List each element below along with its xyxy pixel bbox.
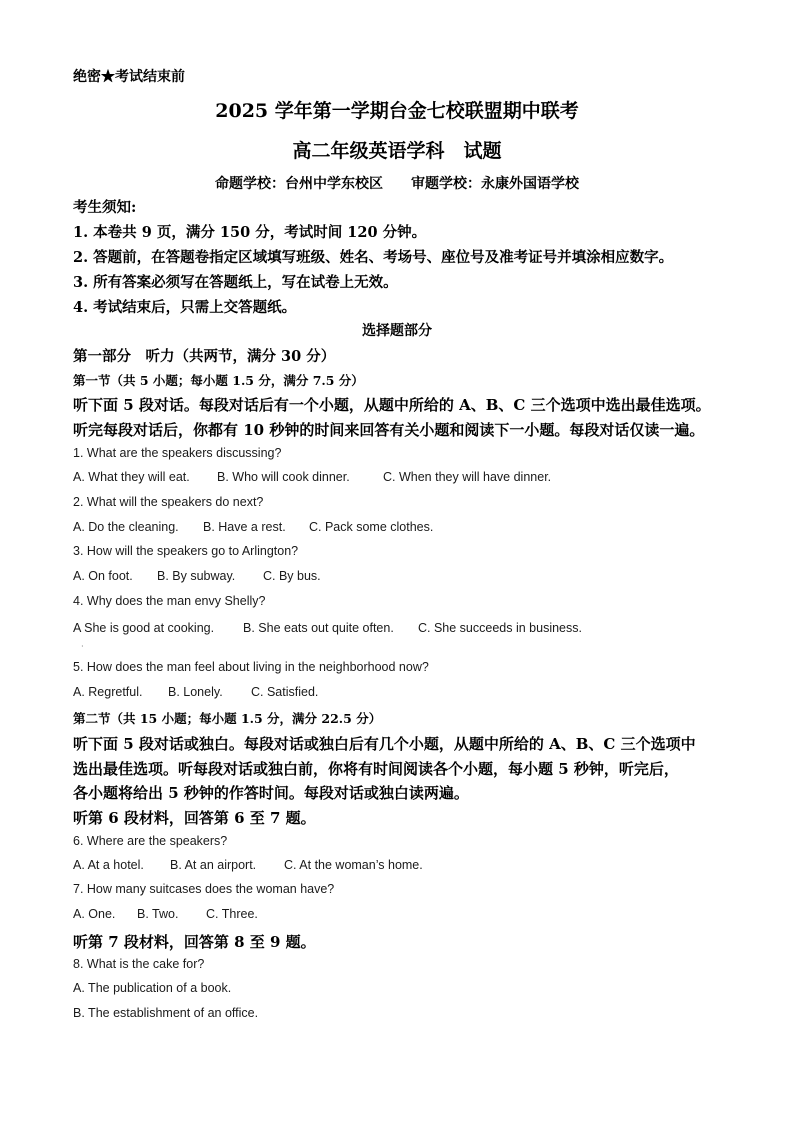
option-a: A. The publication of a book. <box>73 981 232 995</box>
question-text: 7. How many suitcases does the woman have? <box>73 882 335 896</box>
option-c: C. When they will have dinner. <box>383 470 552 484</box>
option-b: B. Lonely. <box>168 685 223 699</box>
notice-item: 1. 本卷共 9 页，满分 150 分，考试时间 120 分钟。 <box>73 224 427 241</box>
option-a: A. One. <box>73 907 116 921</box>
question-text: 5. How does the man feel about living in the neighborhood now? <box>73 660 429 674</box>
notice-item: 3. 所有答案必须写在答题纸上，写在试卷上无效。 <box>73 274 398 291</box>
question-text: 1. What are the speakers discussing? <box>73 446 282 460</box>
option-b: B. Have a rest. <box>203 520 286 534</box>
option-a: A. On foot. <box>73 569 133 583</box>
material-heading: 听第 6 段材料，回答第 6 至 7 题。 <box>73 809 316 827</box>
option-a: A. What they will eat. <box>73 470 190 484</box>
option-b: B. Who will cook dinner. <box>217 470 350 484</box>
material-heading: 听第 7 段材料，回答第 8 至 9 题。 <box>73 933 316 951</box>
option-c: C. Satisfied. <box>251 685 319 699</box>
question-text: 2. What will the speakers do next? <box>73 495 264 509</box>
option-c: C. At the woman’s home. <box>284 858 423 872</box>
subsection-title: 第二节（共 15 小题；每小题 1.5 分，满分 22.5 分） <box>73 711 382 726</box>
section-heading: 选择题部分 <box>362 323 432 339</box>
subject-title: 高二年级英语学科 试题 <box>292 140 502 162</box>
instruction-line: 各小题将给出 5 秒钟的作答时间。每段对话或独白读两遍。 <box>73 784 469 802</box>
option-b: B. By subway. <box>157 569 236 583</box>
option-c: C. She succeeds in business. <box>418 621 582 635</box>
notice-item: 4. 考试结束后，只需上交答题纸。 <box>73 299 297 316</box>
option-b: B. At an airport. <box>170 858 257 872</box>
subsection-title: 第一节（共 5 小题；每小题 1.5 分，满分 7.5 分） <box>73 373 364 388</box>
option-a: A. Regretful. <box>73 685 143 699</box>
option-b: B. She eats out quite often. <box>243 621 394 635</box>
option-a: A. At a hotel. <box>73 858 144 872</box>
notice-item: 2. 答题前，在答题卷指定区域填写班级、姓名、考场号、座位号及准考证号并填涂相应数字。 <box>73 249 674 266</box>
instruction-line: 听完每段对话后，你都有 10 秒钟的时间来回答有关小题和阅读下一小题。每段对话仅读一遍。 <box>73 421 705 439</box>
question-text: 4. Why does the man envy Shelly? <box>73 594 266 608</box>
option-b: B. Two. <box>137 907 179 921</box>
stray-dot: · <box>81 642 84 651</box>
instruction-line: 选出最佳选项。听每段对话或独白前，你将有时间阅读各个小题，每小题 5 秒钟，听完后， <box>73 760 679 778</box>
question-text: 3. How will the speakers go to Arlington? <box>73 544 299 558</box>
option-c: C. Three. <box>206 907 258 921</box>
exam-title: 2025 学年第一学期台金七校联盟期中联考 <box>215 100 579 122</box>
question-text: 8. What is the cake for? <box>73 957 205 971</box>
part-title: 第一部分 听力（共两节，满分 30 分） <box>73 348 336 365</box>
question-text: 6. Where are the speakers? <box>73 834 228 848</box>
instruction-line: 听下面 5 段对话或独白。每段对话或独白后有几个小题，从题中所给的 A、B、C 三个选项中 <box>73 735 696 753</box>
confidential-mark: 绝密★考试结束前 <box>73 69 185 85</box>
option-a: A. Do the cleaning. <box>73 520 179 534</box>
option-b: B. The establishment of an office. <box>73 1006 259 1020</box>
option-c: C. By bus. <box>263 569 321 583</box>
option-c: C. Pack some clothes. <box>309 520 434 534</box>
instruction-line: 听下面 5 段对话。每段对话后有一个小题，从题中所给的 A、B、C 三个选项中选出最佳选项。 <box>73 396 711 414</box>
option-a: A She is good at cooking. <box>73 621 215 635</box>
notice-heading: 考生须知: <box>73 199 137 216</box>
schools-line: 命题学校：台州中学东校区 审题学校：永康外国语学校 <box>215 176 579 192</box>
